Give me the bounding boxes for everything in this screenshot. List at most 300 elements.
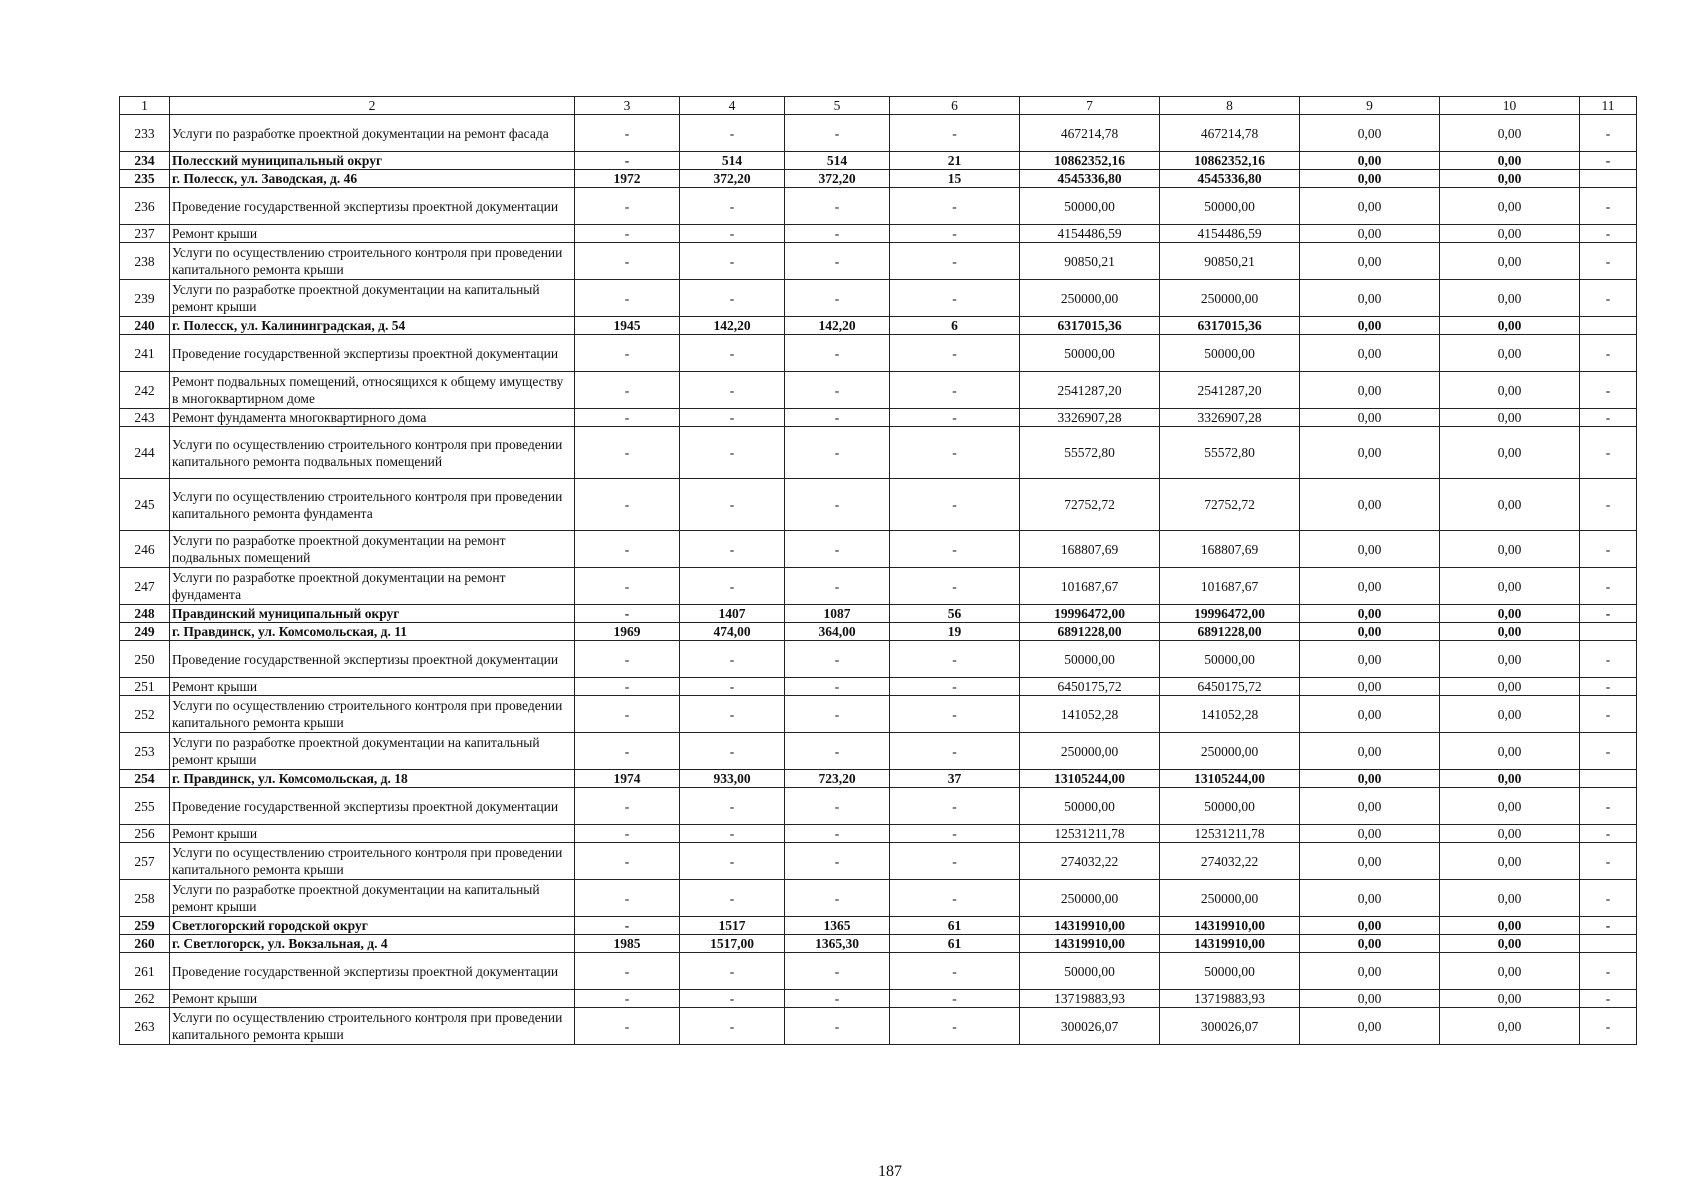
- value-cell: -: [890, 880, 1020, 917]
- table-row: [120, 317, 1637, 335]
- value-cell: -: [890, 427, 1020, 479]
- value-cell: -: [1580, 696, 1637, 733]
- value-cell: -: [680, 115, 785, 152]
- value-cell: 3326907,28: [1160, 409, 1300, 427]
- value-cell: 141052,28: [1160, 696, 1300, 733]
- value-cell: -: [1580, 479, 1637, 531]
- value-cell: -: [1580, 843, 1637, 880]
- value-cell: -: [890, 641, 1020, 678]
- row-number-cell: 239: [120, 280, 170, 317]
- value-cell: 0,00: [1440, 770, 1580, 788]
- value-cell: -: [890, 479, 1020, 531]
- column-number: 4: [680, 97, 785, 115]
- description-cell: Услуги по разработке проектной документации на ремонт фундамента: [170, 568, 575, 605]
- value-cell: -: [575, 568, 680, 605]
- row-number-cell: 255: [120, 788, 170, 825]
- column-number: 1: [120, 97, 170, 115]
- value-cell: -: [680, 280, 785, 317]
- column-number: 10: [1440, 97, 1580, 115]
- value-cell: 0,00: [1440, 733, 1580, 770]
- value-cell: -: [785, 225, 890, 243]
- value-cell: -: [575, 531, 680, 568]
- value-cell: 0,00: [1440, 678, 1580, 696]
- row-number-cell: 241: [120, 335, 170, 372]
- value-cell: -: [1580, 280, 1637, 317]
- value-cell: -: [890, 678, 1020, 696]
- table-row: [120, 678, 1637, 696]
- value-cell: -: [680, 225, 785, 243]
- value-cell: -: [575, 1008, 680, 1045]
- description-cell: г. Полесск, ул. Калининградская, д. 54: [170, 317, 575, 335]
- value-cell: -: [575, 152, 680, 170]
- value-cell: 0,00: [1440, 880, 1580, 917]
- value-cell: -: [890, 115, 1020, 152]
- value-cell: -: [1580, 788, 1637, 825]
- table-row: [120, 641, 1637, 678]
- value-cell: 0,00: [1300, 917, 1440, 935]
- value-cell: 0,00: [1300, 225, 1440, 243]
- value-cell: -: [680, 243, 785, 280]
- value-cell: 250000,00: [1160, 280, 1300, 317]
- value-cell: 19: [890, 623, 1020, 641]
- value-cell: -: [1580, 225, 1637, 243]
- value-cell: -: [575, 280, 680, 317]
- table-row: [120, 152, 1637, 170]
- value-cell: -: [1580, 243, 1637, 280]
- value-cell: -: [575, 953, 680, 990]
- value-cell: -: [890, 1008, 1020, 1045]
- value-cell: 364,00: [785, 623, 890, 641]
- description-cell: г. Правдинск, ул. Комсомольская, д. 18: [170, 770, 575, 788]
- value-cell: 723,20: [785, 770, 890, 788]
- value-cell: -: [890, 843, 1020, 880]
- value-cell: -: [890, 788, 1020, 825]
- description-cell: Услуги по разработке проектной документации на ремонт фасада: [170, 115, 575, 152]
- value-cell: -: [575, 843, 680, 880]
- value-cell: 50000,00: [1020, 641, 1160, 678]
- value-cell: -: [680, 531, 785, 568]
- value-cell: 21: [890, 152, 1020, 170]
- value-cell: 12531211,78: [1160, 825, 1300, 843]
- value-cell: -: [1580, 188, 1637, 225]
- value-cell: -: [680, 825, 785, 843]
- value-cell: 50000,00: [1020, 953, 1160, 990]
- value-cell: -: [785, 372, 890, 409]
- value-cell: 0,00: [1440, 115, 1580, 152]
- value-cell: -: [890, 188, 1020, 225]
- description-cell: Услуги по осуществлению строительного контроля при проведении капитального ремонта крыши: [170, 243, 575, 280]
- value-cell: 168807,69: [1020, 531, 1160, 568]
- value-cell: 55572,80: [1020, 427, 1160, 479]
- row-number-cell: 248: [120, 605, 170, 623]
- value-cell: -: [575, 880, 680, 917]
- value-cell: 0,00: [1440, 953, 1580, 990]
- table-row: [120, 990, 1637, 1008]
- value-cell: 0,00: [1440, 243, 1580, 280]
- value-cell: -: [680, 880, 785, 917]
- row-number-cell: 251: [120, 678, 170, 696]
- value-cell: 10862352,16: [1020, 152, 1160, 170]
- value-cell: 467214,78: [1020, 115, 1160, 152]
- value-cell: -: [785, 188, 890, 225]
- value-cell: 0,00: [1440, 372, 1580, 409]
- value-cell: 0,00: [1440, 479, 1580, 531]
- value-cell: -: [575, 335, 680, 372]
- value-cell: 6450175,72: [1020, 678, 1160, 696]
- value-cell: -: [1580, 1008, 1637, 1045]
- value-cell: 0,00: [1440, 225, 1580, 243]
- value-cell: 1365,30: [785, 935, 890, 953]
- value-cell: 1517: [680, 917, 785, 935]
- value-cell: 0,00: [1300, 427, 1440, 479]
- value-cell: -: [1580, 152, 1637, 170]
- value-cell: -: [785, 788, 890, 825]
- description-cell: г. Светлогорск, ул. Вокзальная, д. 4: [170, 935, 575, 953]
- table-row: [120, 935, 1637, 953]
- value-cell: 0,00: [1440, 335, 1580, 372]
- value-cell: -: [785, 568, 890, 605]
- value-cell: -: [1580, 917, 1637, 935]
- value-cell: -: [1580, 531, 1637, 568]
- value-cell: 0,00: [1300, 1008, 1440, 1045]
- value-cell: -: [680, 335, 785, 372]
- value-cell: 10862352,16: [1160, 152, 1300, 170]
- value-cell: 0,00: [1300, 317, 1440, 335]
- value-cell: -: [575, 225, 680, 243]
- value-cell: -: [575, 917, 680, 935]
- row-number-cell: 254: [120, 770, 170, 788]
- value-cell: 0,00: [1300, 623, 1440, 641]
- description-cell: Услуги по осуществлению строительного контроля при проведении капитального ремонта фундамента: [170, 479, 575, 531]
- description-cell: Услуги по осуществлению строительного контроля при проведении капитального ремонта крыши: [170, 843, 575, 880]
- value-cell: 6317015,36: [1160, 317, 1300, 335]
- value-cell: 168807,69: [1160, 531, 1300, 568]
- value-cell: -: [785, 696, 890, 733]
- value-cell: 0,00: [1440, 170, 1580, 188]
- value-cell: -: [890, 225, 1020, 243]
- value-cell: 0,00: [1440, 935, 1580, 953]
- column-number: 7: [1020, 97, 1160, 115]
- value-cell: 1407: [680, 605, 785, 623]
- value-cell: -: [680, 733, 785, 770]
- value-cell: 0,00: [1440, 317, 1580, 335]
- value-cell: -: [575, 605, 680, 623]
- description-cell: г. Правдинск, ул. Комсомольская, д. 11: [170, 623, 575, 641]
- value-cell: -: [890, 409, 1020, 427]
- row-number-cell: 242: [120, 372, 170, 409]
- column-number: 9: [1300, 97, 1440, 115]
- value-cell: -: [1580, 115, 1637, 152]
- value-cell: 0,00: [1440, 641, 1580, 678]
- value-cell: 0,00: [1300, 990, 1440, 1008]
- value-cell: 50000,00: [1160, 641, 1300, 678]
- row-number-cell: 246: [120, 531, 170, 568]
- value-cell: 1365: [785, 917, 890, 935]
- value-cell: -: [575, 409, 680, 427]
- value-cell: -: [890, 531, 1020, 568]
- description-cell: Светлогорский городской округ: [170, 917, 575, 935]
- value-cell: -: [680, 409, 785, 427]
- row-number-cell: 252: [120, 696, 170, 733]
- value-cell: 0,00: [1440, 531, 1580, 568]
- value-cell: 0,00: [1440, 843, 1580, 880]
- value-cell: 101687,67: [1160, 568, 1300, 605]
- value-cell: 1969: [575, 623, 680, 641]
- value-cell: 50000,00: [1160, 188, 1300, 225]
- value-cell: 0,00: [1300, 733, 1440, 770]
- value-cell: 1945: [575, 317, 680, 335]
- value-cell: 90850,21: [1160, 243, 1300, 280]
- value-cell: -: [1580, 733, 1637, 770]
- value-cell: -: [785, 479, 890, 531]
- value-cell: -: [1580, 953, 1637, 990]
- value-cell: 0,00: [1300, 280, 1440, 317]
- value-cell: -: [575, 990, 680, 1008]
- value-cell: -: [575, 696, 680, 733]
- value-cell: 274032,22: [1020, 843, 1160, 880]
- row-number-cell: 260: [120, 935, 170, 953]
- description-cell: г. Полесск, ул. Заводская, д. 46: [170, 170, 575, 188]
- value-cell: 141052,28: [1020, 696, 1160, 733]
- value-cell: 13719883,93: [1020, 990, 1160, 1008]
- value-cell: 50000,00: [1020, 188, 1160, 225]
- value-cell: 50000,00: [1160, 953, 1300, 990]
- description-cell: Ремонт крыши: [170, 225, 575, 243]
- value-cell: -: [890, 696, 1020, 733]
- value-cell: -: [785, 409, 890, 427]
- value-cell: 1087: [785, 605, 890, 623]
- value-cell: 50000,00: [1160, 335, 1300, 372]
- column-number-row: [120, 97, 1637, 115]
- value-cell: -: [785, 825, 890, 843]
- value-cell: 250000,00: [1020, 880, 1160, 917]
- value-cell: 0,00: [1440, 1008, 1580, 1045]
- description-cell: Ремонт крыши: [170, 990, 575, 1008]
- value-cell: 13105244,00: [1160, 770, 1300, 788]
- value-cell: -: [575, 678, 680, 696]
- value-cell: -: [575, 479, 680, 531]
- value-cell: -: [890, 990, 1020, 1008]
- table-row: [120, 335, 1637, 372]
- table-row: [120, 843, 1637, 880]
- value-cell: [1580, 935, 1637, 953]
- value-cell: 72752,72: [1020, 479, 1160, 531]
- value-cell: 1985: [575, 935, 680, 953]
- table-row: [120, 243, 1637, 280]
- description-cell: Правдинский муниципальный округ: [170, 605, 575, 623]
- value-cell: 4545336,80: [1020, 170, 1160, 188]
- value-cell: -: [785, 990, 890, 1008]
- row-number-cell: 263: [120, 1008, 170, 1045]
- value-cell: 50000,00: [1160, 788, 1300, 825]
- value-cell: -: [785, 1008, 890, 1045]
- description-cell: Услуги по разработке проектной документации на капитальный ремонт крыши: [170, 280, 575, 317]
- description-cell: Проведение государственной экспертизы проектной документации: [170, 953, 575, 990]
- value-cell: 0,00: [1300, 372, 1440, 409]
- column-number: 5: [785, 97, 890, 115]
- value-cell: 4154486,59: [1160, 225, 1300, 243]
- value-cell: 514: [785, 152, 890, 170]
- value-cell: -: [680, 188, 785, 225]
- value-cell: 0,00: [1440, 427, 1580, 479]
- value-cell: 250000,00: [1160, 733, 1300, 770]
- value-cell: -: [575, 788, 680, 825]
- value-cell: 12531211,78: [1020, 825, 1160, 843]
- description-cell: Услуги по осуществлению строительного контроля при проведении капитального ремонта крыши: [170, 1008, 575, 1045]
- value-cell: -: [680, 696, 785, 733]
- value-cell: -: [785, 843, 890, 880]
- row-number-cell: 259: [120, 917, 170, 935]
- value-cell: 4154486,59: [1020, 225, 1160, 243]
- value-cell: 14319910,00: [1020, 935, 1160, 953]
- value-cell: 0,00: [1300, 770, 1440, 788]
- value-cell: -: [890, 243, 1020, 280]
- value-cell: -: [785, 243, 890, 280]
- description-cell: Услуги по разработке проектной документации на капитальный ремонт крыши: [170, 880, 575, 917]
- value-cell: -: [890, 335, 1020, 372]
- table-row: [120, 917, 1637, 935]
- value-cell: -: [890, 733, 1020, 770]
- value-cell: 3326907,28: [1020, 409, 1160, 427]
- value-cell: 0,00: [1300, 531, 1440, 568]
- value-cell: -: [785, 531, 890, 568]
- row-number-cell: 243: [120, 409, 170, 427]
- table-row: [120, 479, 1637, 531]
- value-cell: -: [575, 641, 680, 678]
- value-cell: 0,00: [1300, 605, 1440, 623]
- value-cell: -: [785, 427, 890, 479]
- value-cell: 14319910,00: [1020, 917, 1160, 935]
- value-cell: [1580, 623, 1637, 641]
- row-number-cell: 258: [120, 880, 170, 917]
- value-cell: 0,00: [1300, 409, 1440, 427]
- row-number-cell: 244: [120, 427, 170, 479]
- value-cell: -: [1580, 568, 1637, 605]
- value-cell: 372,20: [785, 170, 890, 188]
- description-cell: Услуги по осуществлению строительного контроля при проведении капитального ремонта подвальных помещений: [170, 427, 575, 479]
- column-number: 3: [575, 97, 680, 115]
- value-cell: -: [1580, 605, 1637, 623]
- table-row: [120, 733, 1637, 770]
- value-cell: -: [1580, 641, 1637, 678]
- row-number-cell: 236: [120, 188, 170, 225]
- value-cell: 142,20: [785, 317, 890, 335]
- value-cell: 55572,80: [1160, 427, 1300, 479]
- row-number-cell: 238: [120, 243, 170, 280]
- value-cell: 14319910,00: [1160, 917, 1300, 935]
- value-cell: [1580, 170, 1637, 188]
- description-cell: Ремонт крыши: [170, 825, 575, 843]
- value-cell: 0,00: [1300, 880, 1440, 917]
- description-cell: Услуги по разработке проектной документации на ремонт подвальных помещений: [170, 531, 575, 568]
- value-cell: -: [1580, 335, 1637, 372]
- value-cell: 13719883,93: [1160, 990, 1300, 1008]
- row-number-cell: 235: [120, 170, 170, 188]
- value-cell: 0,00: [1300, 188, 1440, 225]
- value-cell: -: [785, 733, 890, 770]
- table-row: [120, 605, 1637, 623]
- value-cell: -: [1580, 678, 1637, 696]
- value-cell: -: [680, 843, 785, 880]
- value-cell: -: [575, 825, 680, 843]
- value-cell: 0,00: [1440, 280, 1580, 317]
- value-cell: 50000,00: [1020, 335, 1160, 372]
- value-cell: 56: [890, 605, 1020, 623]
- value-cell: 19996472,00: [1160, 605, 1300, 623]
- value-cell: -: [1580, 990, 1637, 1008]
- table-row: [120, 788, 1637, 825]
- value-cell: -: [890, 953, 1020, 990]
- value-cell: 0,00: [1300, 935, 1440, 953]
- value-cell: 474,00: [680, 623, 785, 641]
- row-number-cell: 261: [120, 953, 170, 990]
- value-cell: -: [680, 990, 785, 1008]
- value-cell: 2541287,20: [1160, 372, 1300, 409]
- value-cell: -: [890, 568, 1020, 605]
- value-cell: -: [785, 678, 890, 696]
- value-cell: -: [680, 953, 785, 990]
- table-row: [120, 953, 1637, 990]
- page-number: 187: [878, 1163, 902, 1180]
- value-cell: -: [575, 243, 680, 280]
- value-cell: 0,00: [1440, 623, 1580, 641]
- value-cell: 274032,22: [1160, 843, 1300, 880]
- table-row: [120, 188, 1637, 225]
- value-cell: -: [1580, 880, 1637, 917]
- value-cell: 467214,78: [1160, 115, 1300, 152]
- value-cell: 0,00: [1440, 696, 1580, 733]
- value-cell: 0,00: [1300, 788, 1440, 825]
- value-cell: 19996472,00: [1020, 605, 1160, 623]
- table-row: [120, 1008, 1637, 1045]
- row-number-cell: 237: [120, 225, 170, 243]
- value-cell: 514: [680, 152, 785, 170]
- value-cell: 0,00: [1300, 696, 1440, 733]
- table-row: [120, 623, 1637, 641]
- value-cell: -: [890, 372, 1020, 409]
- description-cell: Услуги по разработке проектной документации на капитальный ремонт крыши: [170, 733, 575, 770]
- value-cell: -: [1580, 372, 1637, 409]
- value-cell: 6317015,36: [1020, 317, 1160, 335]
- value-cell: 300026,07: [1020, 1008, 1160, 1045]
- row-number-cell: 256: [120, 825, 170, 843]
- description-cell: Ремонт подвальных помещений, относящихся к общему имуществу в многоквартирном доме: [170, 372, 575, 409]
- row-number-cell: 257: [120, 843, 170, 880]
- description-cell: Ремонт крыши: [170, 678, 575, 696]
- value-cell: 142,20: [680, 317, 785, 335]
- value-cell: -: [680, 1008, 785, 1045]
- row-number-cell: 233: [120, 115, 170, 152]
- value-cell: -: [680, 372, 785, 409]
- value-cell: 6450175,72: [1160, 678, 1300, 696]
- value-cell: -: [680, 427, 785, 479]
- value-cell: [1580, 317, 1637, 335]
- row-number-cell: 240: [120, 317, 170, 335]
- description-cell: Услуги по осуществлению строительного контроля при проведении капитального ремонта крыши: [170, 696, 575, 733]
- value-cell: -: [785, 641, 890, 678]
- value-cell: 37: [890, 770, 1020, 788]
- row-number-cell: 249: [120, 623, 170, 641]
- value-cell: -: [785, 953, 890, 990]
- value-cell: 72752,72: [1160, 479, 1300, 531]
- value-cell: 250000,00: [1020, 733, 1160, 770]
- value-cell: -: [1580, 427, 1637, 479]
- value-cell: 0,00: [1300, 170, 1440, 188]
- row-number-cell: 262: [120, 990, 170, 1008]
- column-number: 6: [890, 97, 1020, 115]
- value-cell: 1972: [575, 170, 680, 188]
- value-cell: 0,00: [1440, 917, 1580, 935]
